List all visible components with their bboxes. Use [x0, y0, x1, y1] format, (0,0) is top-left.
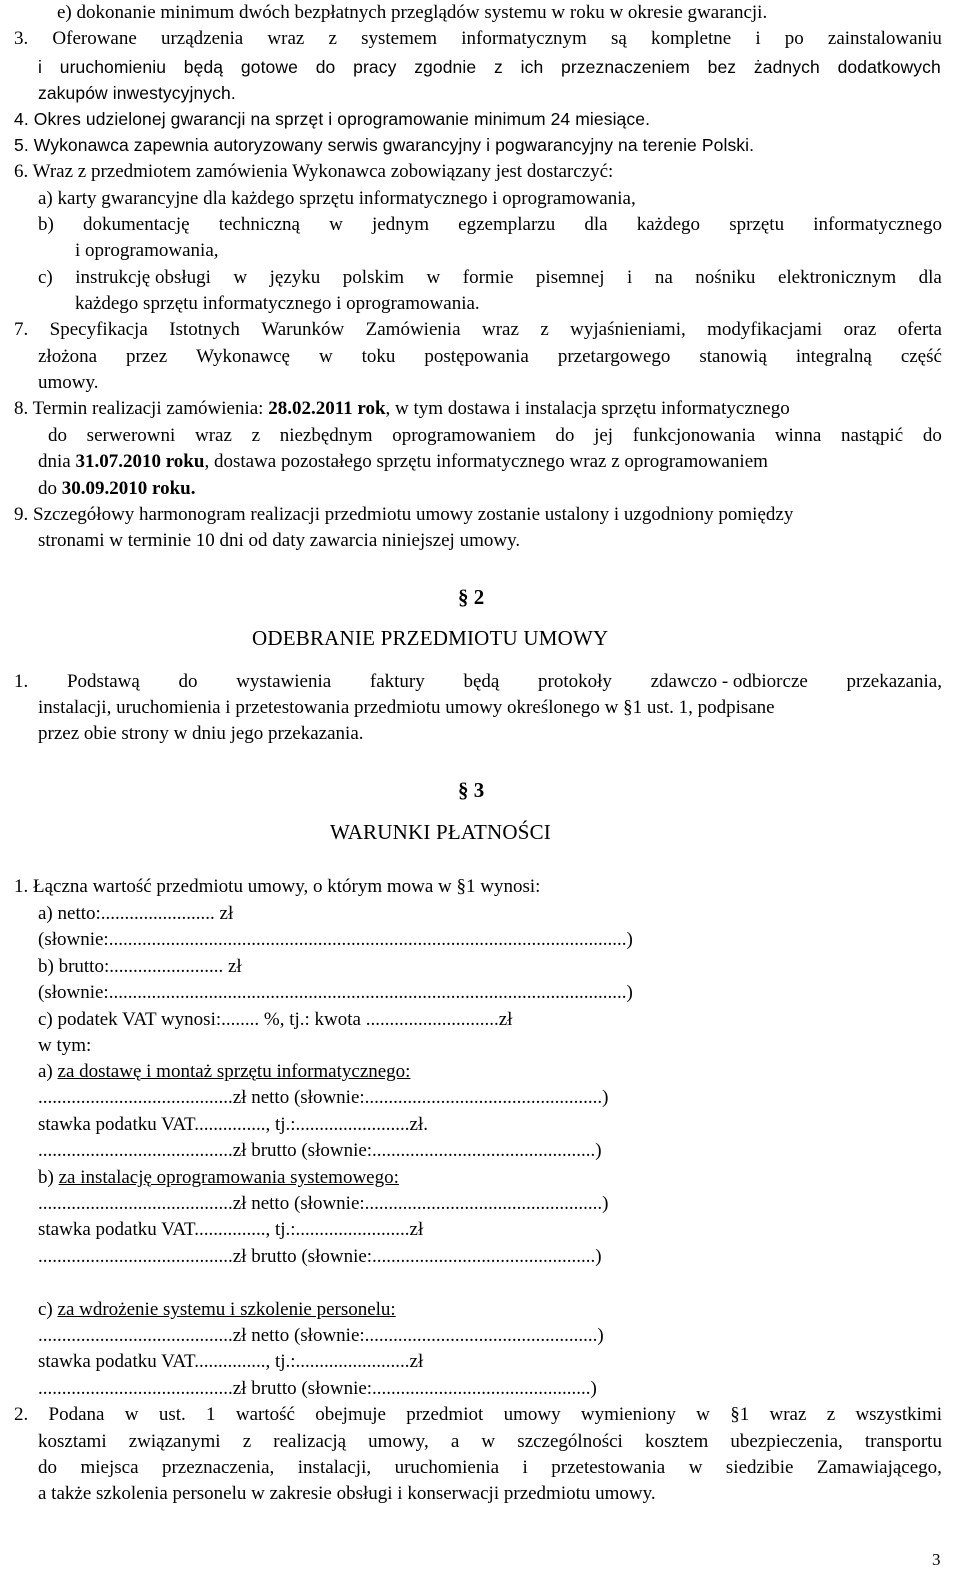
para-6-item-b-cont: i oprogramowania, [75, 240, 219, 261]
sec2-para-1-line-3: przez obie strony w dniu jego przekazania. [38, 723, 364, 744]
word: zgodnie [414, 57, 477, 77]
word: integralną [795, 346, 872, 367]
word: do [922, 425, 942, 446]
word: przetargowego [557, 346, 671, 367]
para-8-line-3: dnia 31.07.2010 roku, dostawa pozostałego sprzętu informatycznego wraz z oprogramowaniem [38, 451, 768, 472]
word: do [178, 671, 198, 692]
word: Podana [48, 1404, 105, 1425]
word: informatycznym [461, 28, 587, 49]
breakdown-a-gross: .........................................zł brutto (słownie:...............................................) [38, 1140, 602, 1161]
word: w [688, 1457, 703, 1478]
word: i [755, 28, 761, 49]
word: b) [38, 214, 54, 235]
section-2-number: § 2 [458, 585, 485, 609]
word: oprogramowaniem [392, 425, 536, 446]
word: §1 [730, 1404, 750, 1425]
para-7-line-3: umowy. [38, 372, 99, 393]
delivery-date-2: 30.09.2010 roku. [61, 478, 196, 499]
word: Zamówienia [365, 319, 461, 340]
word: wraz [194, 425, 232, 446]
word: Specyfikacja [49, 319, 148, 340]
para-6-item-c-cont: każdego sprzętu informatycznego i oprogramowania. [75, 293, 480, 314]
word: 1 [206, 1404, 216, 1425]
word: ich [520, 57, 544, 77]
item-e-inspections: e) dokonanie minimum dwóch bezpłatnych przeglądów systemu w roku w okresie gwarancji. [57, 2, 768, 23]
word: wymieniony [580, 1404, 676, 1425]
word: kompletne [650, 28, 732, 49]
word: 7. [14, 319, 29, 340]
word: i [522, 1457, 528, 1478]
word: polskim [342, 267, 405, 288]
word: w [124, 1404, 139, 1425]
para-7-line-1 [14, 318, 942, 342]
word: wraz [769, 1404, 807, 1425]
word: będą [463, 671, 500, 692]
word: związanymi [128, 1431, 221, 1452]
word: siedzibie [725, 1457, 794, 1478]
para-8-line-4: do 30.09.2010 roku. [38, 478, 196, 499]
word: Oferowane [52, 28, 137, 49]
word: zainstalowaniu [827, 28, 942, 49]
gross-value-line: b) brutto:........................ zł [38, 956, 242, 977]
word: urządzenia [160, 28, 244, 49]
word: dokumentację [82, 214, 190, 235]
word: gotowe [240, 57, 298, 77]
word: przeznaczenia, [161, 1457, 275, 1478]
word: Warunków [261, 319, 345, 340]
word: a [450, 1431, 460, 1452]
word: techniczną [218, 214, 300, 235]
word: w [481, 1431, 496, 1452]
word: funkcjonowania [632, 425, 756, 446]
word: i [38, 57, 42, 77]
word: przez [126, 346, 168, 367]
word: umowy, [368, 1431, 429, 1452]
word: jednym [372, 214, 429, 235]
breakdown-label: w tym: [38, 1035, 92, 1056]
word: nośniku [695, 267, 756, 288]
sec3-para-2-line-4: a także szkolenia personelu w zakresie obsługi i konserwacji przedmiotu umowy. [38, 1483, 656, 1504]
word: systemem [361, 28, 438, 49]
word: modyfikacjami [707, 319, 823, 340]
word: przetestowania [551, 1457, 666, 1478]
breakdown-c-vat: stawka podatku VAT..............., tj.:........................zł [38, 1351, 424, 1372]
word: 1. [14, 671, 29, 692]
word: wraz [267, 28, 305, 49]
net-value-line: a) netto:........................ zł [38, 903, 234, 924]
word: wartość [235, 1404, 295, 1425]
section-3-title: WARUNKI PŁATNOŚCI [330, 820, 551, 844]
word: formie [462, 267, 514, 288]
breakdown-c-net: .........................................zł netto (słownie:.................................................) [38, 1325, 604, 1346]
word: wyjaśnieniami, [570, 319, 686, 340]
breakdown-a-heading: a) za dostawę i montaż sprzętu informatycznego: [38, 1061, 411, 1082]
word: do [48, 425, 67, 446]
word: z [251, 425, 261, 446]
para-9-line-2: stronami w terminie 10 dni od daty zawarcia niniejszej umowy. [38, 530, 521, 551]
word: przekazania, [846, 671, 942, 692]
word: postępowania [424, 346, 529, 367]
section-3-number: § 3 [458, 778, 485, 802]
word: każdego [636, 214, 701, 235]
sec3-para-2-line-1 [14, 1403, 942, 1427]
word: bez [707, 57, 737, 77]
para-6-item-c [38, 266, 942, 290]
delivery-date-1: 31.07.2010 roku [75, 451, 205, 472]
word: do [315, 57, 336, 77]
word: wszystkimi [855, 1404, 942, 1425]
word: sprzętu [729, 214, 785, 235]
word: w [426, 267, 441, 288]
word: kosztami [38, 1431, 107, 1452]
para-3-line-1 [14, 27, 942, 51]
word: uruchomienia [394, 1457, 500, 1478]
sec3-para-2-line-3 [38, 1456, 942, 1480]
word: realizacją [273, 1431, 347, 1452]
word: przedmiot [406, 1404, 484, 1425]
word: obejmuje [315, 1404, 386, 1425]
page-number: 3 [932, 1550, 941, 1569]
sec2-para-1-line-1 [14, 670, 942, 694]
word: toku [361, 346, 396, 367]
word: dodatkowych [837, 57, 941, 77]
word: egzemplarzu [458, 214, 556, 235]
word: z [493, 57, 503, 77]
word: informatycznego [813, 214, 942, 235]
word: oferta [897, 319, 942, 340]
word: faktury [369, 671, 425, 692]
word: w [233, 267, 248, 288]
sec3-para-1: 1. Łączna wartość przedmiotu umowy, o którym mowa w §1 wynosi: [14, 876, 541, 897]
word: Podstawą [66, 671, 140, 692]
word: żadnych [753, 57, 820, 77]
word: z [826, 1404, 836, 1425]
word: umowy [503, 1404, 561, 1425]
word: na [654, 267, 673, 288]
breakdown-b-gross: .........................................zł brutto (słownie:...............................................) [38, 1246, 602, 1267]
word: przeznaczeniem [561, 57, 690, 77]
word: transportu [864, 1431, 942, 1452]
para-7-line-2 [38, 345, 942, 369]
word: instrukcję obsługi [75, 267, 211, 288]
word: z [540, 319, 549, 340]
para-4: 4. Okres udzielonej gwarancji na sprzęt i oprogramowanie minimum 24 miesiące. [14, 109, 651, 129]
deadline-date: 28.02.2011 rok [268, 398, 386, 419]
word: do [38, 1457, 57, 1478]
para-8-line-2 [48, 424, 942, 448]
breakdown-c-heading: c) za wdrożenie systemu i szkolenie personelu: [38, 1299, 396, 1320]
word: ubezpieczenia, [730, 1431, 843, 1452]
breakdown-a-net: .........................................zł netto (słownie:..................................................) [38, 1087, 609, 1108]
para-6-intro: 6. Wraz z przedmiotem zamówienia Wykonawca zobowiązany jest dostarczyć: [14, 161, 614, 182]
word: instalacji, [297, 1457, 372, 1478]
sec2-para-1-line-2: instalacji, uruchomienia i przetestowania przedmiotu umowy określonego w §1 ust. 1, podpisane [38, 697, 775, 718]
word: c) [38, 267, 53, 288]
word: w [318, 346, 333, 367]
net-value-words: (słownie:.............................................................................................................) [38, 929, 633, 950]
para-6-item-b [38, 213, 942, 237]
word: będą [183, 57, 224, 77]
breakdown-a-vat: stawka podatku VAT..............., tj.:........................zł. [38, 1114, 429, 1135]
word: dla [584, 214, 608, 235]
word: winna [774, 425, 822, 446]
word: 3. [14, 28, 29, 49]
word: pisemnej [535, 267, 605, 288]
word: zdawczo - odbiorcze [650, 671, 808, 692]
word: Wykonawcę [196, 346, 290, 367]
breakdown-b-heading: b) za instalację oprogramowania systemowego: [38, 1167, 399, 1188]
word: jej [594, 425, 614, 446]
word: kosztem [644, 1431, 709, 1452]
word: złożona [38, 346, 98, 367]
word: elektronicznym [777, 267, 897, 288]
word: z [328, 28, 337, 49]
sec3-para-2-line-2 [38, 1430, 942, 1454]
word: oraz [843, 319, 877, 340]
word: Zamawiającego, [816, 1457, 942, 1478]
word: są [610, 28, 627, 49]
word: języku [269, 267, 321, 288]
breakdown-b-net: .........................................zł netto (słownie:..................................................) [38, 1193, 609, 1214]
word: do [555, 425, 575, 446]
word: nastąpić [840, 425, 904, 446]
word: w [329, 214, 343, 235]
word: dla [918, 267, 942, 288]
word: uruchomieniu [59, 57, 167, 77]
word: ust. [158, 1404, 186, 1425]
para-5: 5. Wykonawca zapewnia autoryzowany serwis gwarancyjny i pogwarancyjny na terenie Polski. [14, 135, 755, 155]
breakdown-b-vat: stawka podatku VAT..............., tj.:........................zł [38, 1219, 424, 1240]
word: po [784, 28, 804, 49]
word: wraz [482, 319, 519, 340]
para-8-line-1: 8. Termin realizacji zamówienia: 28.02.2011 rok, w tym dostawa i instalacja sprzętu informatycznego [14, 398, 790, 419]
para-3-line-2 [38, 55, 941, 79]
word: pracy [353, 57, 397, 77]
word: szczególności [517, 1431, 623, 1452]
section-2-title: ODEBRANIE PRZEDMIOTU UMOWY [252, 626, 609, 650]
word: wystawienia [236, 671, 332, 692]
word: w [696, 1404, 710, 1425]
vat-line: c) podatek VAT wynosi:........ %, tj.: kwota ............................zł [38, 1009, 513, 1030]
word: protokoły [538, 671, 612, 692]
word: miejsca [80, 1457, 139, 1478]
word: 2. [14, 1404, 29, 1425]
breakdown-c-gross: .........................................zł brutto (słownie:..............................................) [38, 1378, 597, 1399]
word: stanowią [699, 346, 767, 367]
word: serwerowni [86, 425, 176, 446]
word: z [242, 1431, 252, 1452]
para-9-line-1: 9. Szczegółowy harmonogram realizacji przedmiotu umowy zostanie ustalony i uzgodniony pomiędzy [14, 504, 794, 525]
word: Istotnych [169, 319, 240, 340]
gross-value-words: (słownie:.............................................................................................................) [38, 982, 633, 1003]
para-6-item-a: a) karty gwarancyjne dla każdego sprzętu informatycznego i oprogramowania, [38, 188, 636, 209]
word: niezbędnym [279, 425, 373, 446]
para-3-line-3: zakupów inwestycyjnych. [38, 83, 236, 103]
word: część [900, 346, 942, 367]
word: i [627, 267, 633, 288]
